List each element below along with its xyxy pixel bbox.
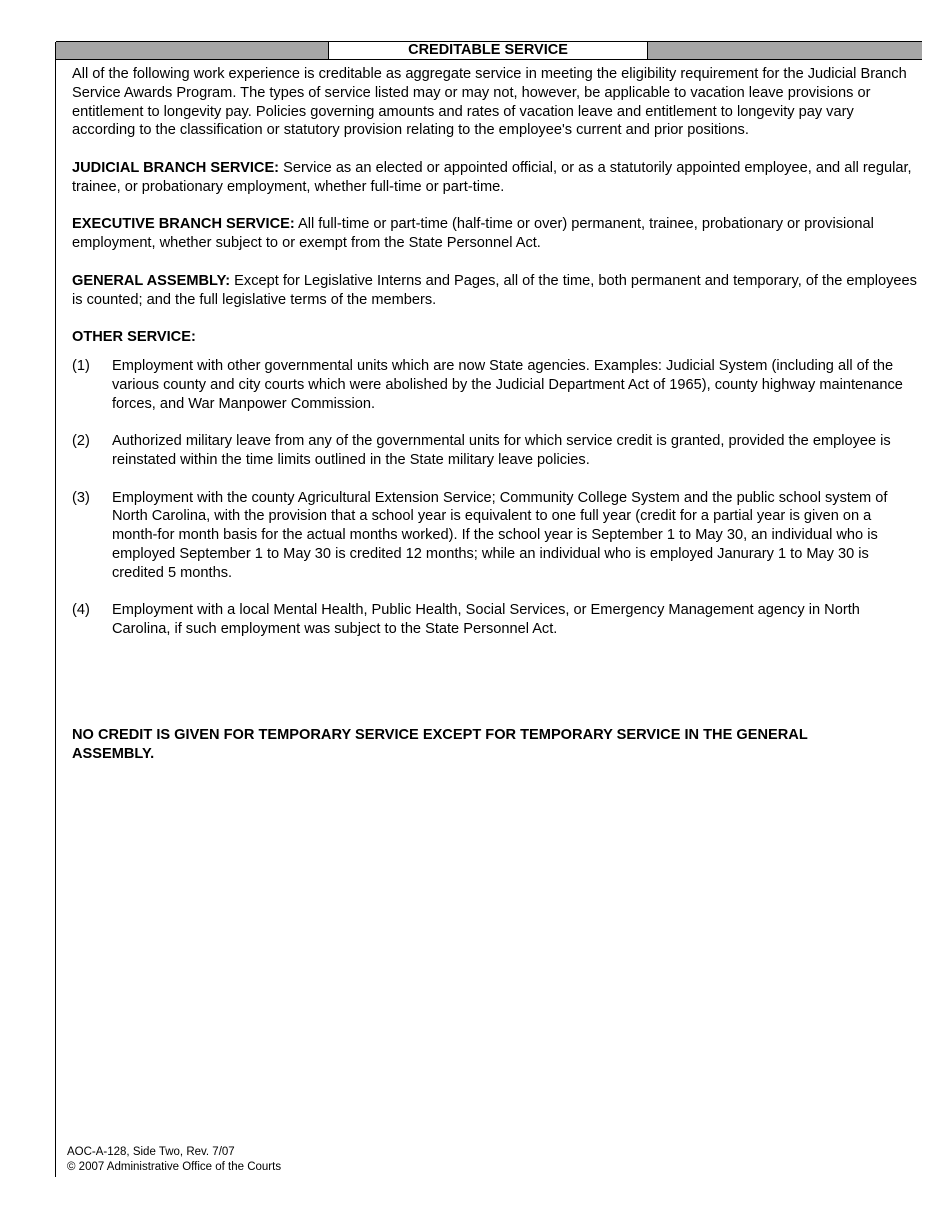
general-assembly-lead: GENERAL ASSEMBLY: <box>72 272 231 289</box>
list-item <box>72 489 917 583</box>
list-item <box>72 432 917 470</box>
list-item-number: (4) <box>72 602 90 619</box>
list-item-text: Employment with a local Mental Health, Public Health, Social Services, or Emergency Management agency in North Carolina, if such employment was subject to the State Personnel Act. <box>112 602 860 638</box>
judicial-branch-paragraph <box>72 159 917 197</box>
section-title: CREDITABLE SERVICE <box>328 41 648 60</box>
general-assembly-text: Except for Legislative Interns and Pages, all of the time, both permanent and temporary, of the employees is counted; and the full legislative terms of the members. <box>72 272 917 308</box>
list-item <box>72 601 917 639</box>
list-item <box>72 357 917 413</box>
judicial-branch-lead: JUDICIAL BRANCH SERVICE: <box>72 159 280 176</box>
form-identifier: AOC-A-128, Side Two, Rev. 7/07 <box>67 1146 235 1158</box>
judicial-branch-text: Service as an elected or appointed official, or as a statutorily appointed employee, and all regular, trainee, or probationary employment, whether full-time or part-time. <box>72 159 912 195</box>
list-item-text: Employment with the county Agricultural Extension Service; Community College System and the public school system of North Carolina, with the provision that a school year is equivalent to one full year (credit for a partial year is given on a month-for month basis for the actual months worked). If the school year is September 1 to May 30, an individual who is employed September 1 to May 30 is credited 12 months; while an individual who is employed Janurary 1 to May 30 is credited 5 months. <box>112 489 888 581</box>
executive-branch-paragraph <box>72 215 917 253</box>
left-margin-rule <box>55 42 56 1177</box>
other-service-list <box>72 357 917 639</box>
list-item-number: (2) <box>72 433 90 450</box>
intro-paragraph: All of the following work experience is creditable as aggregate service in meeting the eligibility requirement for the Judicial Branch Service Awards Program. The types of service listed may or may not, however, be applicable to vacation leave provisions or entitlement to longevity pay. Policies governing amounts and rates of vacation leave and entitlement to longevity pay vary according to the classification or statutory provision relating to the employee's current and prior positions. <box>72 66 907 139</box>
no-credit-notice: NO CREDIT IS GIVEN FOR TEMPORARY SERVICE EXCEPT FOR TEMPORARY SERVICE IN THE GENERAL ASSEMBLY. <box>72 727 808 762</box>
executive-branch-lead: EXECUTIVE BRANCH SERVICE: <box>72 216 295 233</box>
list-item-text: Employment with other governmental units which are now State agencies. Examples: Judicial System (including all of the various county and city courts which were abolished by the Judicial Department Act of 1965), county highway maintenance forces, and War Manpower Commission. <box>112 357 903 412</box>
section-header-bar <box>56 41 922 60</box>
document-body <box>72 65 917 658</box>
list-item-number: (3) <box>72 489 90 506</box>
list-item-text: Authorized military leave from any of the governmental units for which service credit is granted, provided the employee is reinstated within the time limits outlined in the State military leave policies. <box>112 433 891 468</box>
executive-branch-text: All full-time or part-time (half-time or over) permanent, trainee, probationary or provisional employment, whether subject to or exempt from the State Personnel Act. <box>72 216 874 252</box>
other-service-heading: OTHER SERVICE: <box>72 329 196 346</box>
form-footer <box>67 1145 281 1175</box>
list-item-number: (1) <box>72 357 90 374</box>
general-assembly-paragraph <box>72 272 917 310</box>
copyright-notice: © 2007 Administrative Office of the Courts <box>67 1161 282 1173</box>
